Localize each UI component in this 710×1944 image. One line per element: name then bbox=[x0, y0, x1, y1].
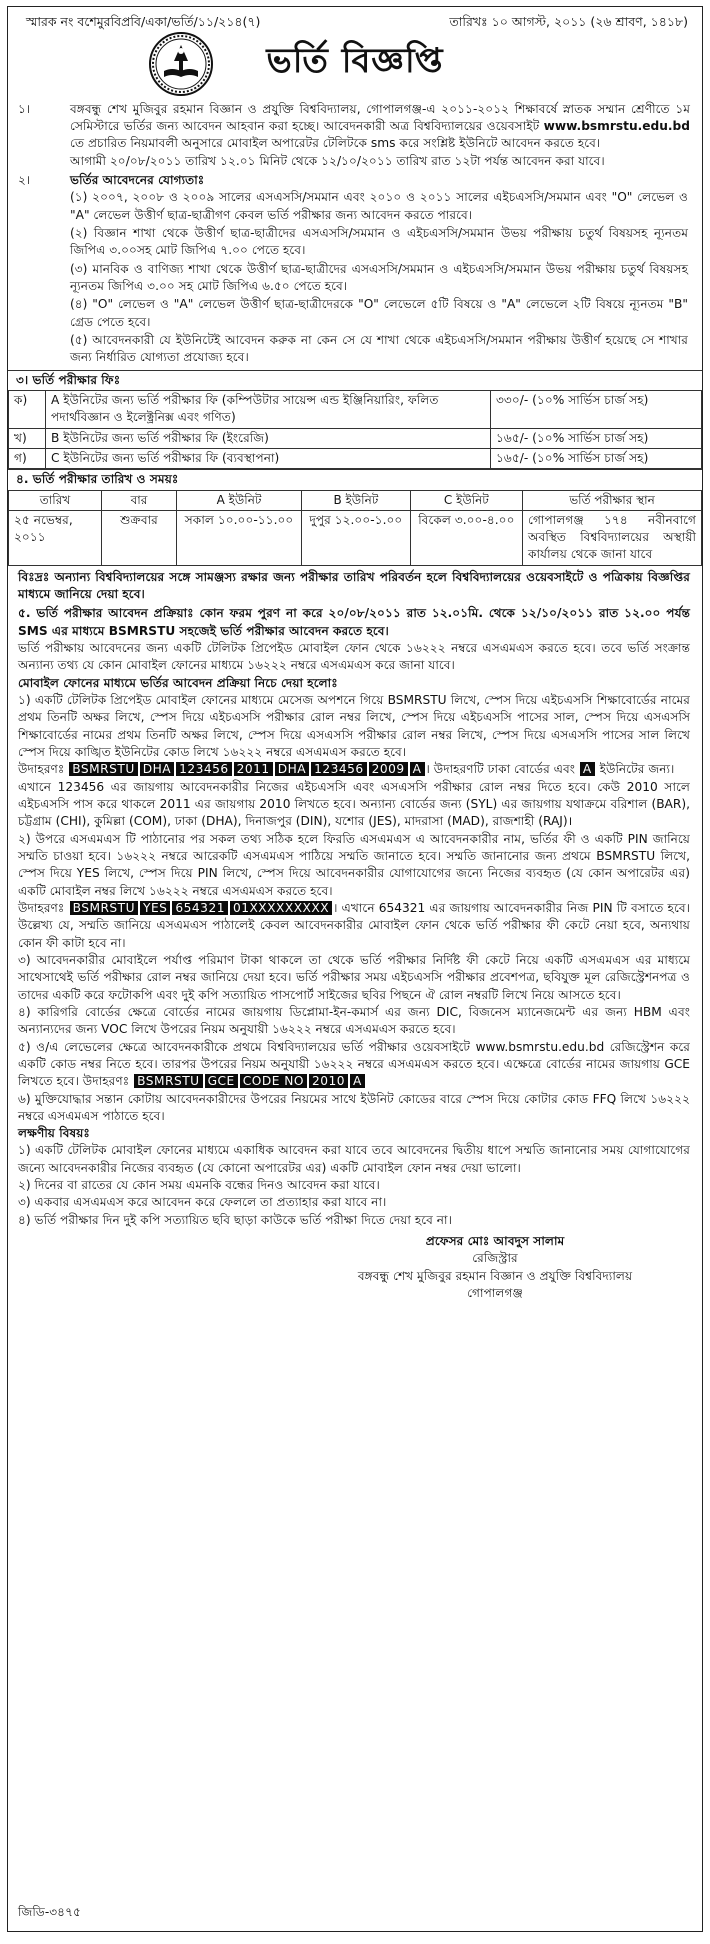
table-row bbox=[9, 448, 702, 468]
signatory-role: রেজিস্ট্রার bbox=[472, 1251, 518, 1266]
procedure-step-5 bbox=[18, 1039, 690, 1091]
schedule-heading: ৪. ভর্তি পরীক্ষার তারিখ ও সময়ঃ bbox=[8, 469, 702, 489]
title-area bbox=[8, 31, 702, 101]
procedure-step-3: ৩) আবেদনকারীর মোবাইলে পর্যাপ্ত পরিমাণ টাকা থাকলে তা থেকে ভর্তি পরীক্ষার নির্দিষ্ট ফী কেটে নিয়ে একটি এসএমএস এর মাধ্যমে সাথেসাথেই ভর্তি পরীক্ষার রোল নম্বর জানিয়ে দেয়া হবে। ভর্তি পরীক্ষার সময় এইচএসসি পরীক্ষার প্রবেশপত্র, ছবিযুক্ত মূল রেজিস্ট্রেশনপত্র ও তাদের একটি করে ফটোকপি এবং দুই কপি সত্যায়িত পাসপোর্ট সাইজের ছবির পিছনে ঐ রোল নম্বরটি লিখে নিয়ে আসতে হবে। bbox=[18, 952, 690, 1002]
sms-token: 2010 bbox=[309, 1074, 348, 1088]
procedure-step-6: ৬) মুক্তিযোদ্ধার সন্তান কোটায় আবেদনকারীদের উপরের নিয়মের সাথে ইউনিট কোডের বারে স্পেস দিয়ে কোটার কোড FFQ লিখে ১৬২২২ নম্বরে এসএমএস পাঠাতে হবে। bbox=[18, 1091, 690, 1123]
fee-heading: ৩। ভর্তি পরীক্ষার ফিঃ bbox=[8, 370, 702, 390]
sms-token: A bbox=[350, 1074, 365, 1088]
note-item: ২) দিনের বা রাতের যে কোন সময় এমনকি বন্ধের দিনও আবেদন করা যাবে। bbox=[18, 1178, 380, 1193]
section-2-heading: ভর্তির আবেদনের যোগ্যতাঃ bbox=[70, 173, 205, 188]
eligibility-item: (২) বিজ্ঞান শাখা থেকে উত্তীর্ণ ছাত্র-ছাত্রীদের এসএসসি/সমমান ও এইচএসসি/সমমান উভয় পরীক্ষায় চতুর্থ বিষয়সহ ন্যূনতম জিপিএ ৩.০০সহ মোট জিপিএ ৭.০০ পেতে হবে। bbox=[70, 226, 688, 258]
deadline-text: আগামী ২০/০৮/২০১১ তারিখ ১২.০১ মিনিট থেকে ১২/১০/২০১১ তারিখ রাত ১২টা পর্যন্ত আবেদন করা যাবে। bbox=[70, 153, 605, 168]
sms-token: BSMRSTU bbox=[69, 762, 137, 776]
procedure-step-1: ১) একটি টেলিটক প্রিপেইড মোবাইল ফোনের মাধ্যমে মেসেজ অপশনে গিয়ে BSMRSTU লিখে, স্পেস দিয়ে এইচএসসি শিক্ষাবোর্ডের নামের প্রথম তিনটি অক্ষর লিখে, স্পেস দিয়ে এইচএসসি পরীক্ষার রোল নম্বর লিখে, স্পেস দিয়ে এইচএসসি পাসের সাল, স্পেস দিয়ে এসএসসি শিক্ষাবোর্ডের নামের প্রথম তিনটি অক্ষর লিখে, স্পেস দিয়ে এসএসসি পরীক্ষার রোল নম্বর লিখে, স্পেস দিয়ে এসএসসি পাসের সাল লিখে স্পেস দিয়ে কাঙ্খিত ইউনিটের কোড লিখে ১৬২২২ নম্বরে এসএমএস করতে হবে। bbox=[18, 692, 690, 759]
sms-token: CODE NO bbox=[240, 1074, 307, 1088]
col-date: তারিখ bbox=[9, 490, 102, 510]
sms-token: 01XXXXXXXXX bbox=[230, 901, 332, 915]
signatory-org: বঙ্গবন্ধু শেখ মুজিবুর রহমান বিজ্ঞান ও প্রযুক্তি বিশ্ববিদ্যালয় bbox=[357, 1268, 633, 1283]
fee-key: গ) bbox=[9, 448, 46, 468]
section-1-number: ১। bbox=[18, 101, 31, 116]
fee-amount: ১৬৫/- (১০% সার্ভিস চার্জ সহ) bbox=[491, 428, 702, 448]
sms-token: YES bbox=[140, 901, 170, 915]
col-unit-b: B ইউনিট bbox=[302, 490, 411, 510]
eligibility-item: (৫) আবেদনকারী যে ইউনিটেই আবেদন করুক না কেন সে যে শাখা থেকে এইচএসসি/সমমান পরীক্ষায় উত্তীর্ণ হয়েছে সে শাখার জন্য নির্ধারিত যোগ্যতা প্রযোজ্য হবে। bbox=[70, 333, 688, 365]
board-codes: এখানে 123456 এর জায়গায় আবেদনকারীর নিজের এইচএসসি এবং এসএসসি পরীক্ষার রোল নম্বর দিতে হবে। কেউ 2010 সালে এইচএসসি পাস করে থাকলে 2011 এর জায়গায় 2010 লিখতে হবে। অন্যান্য বোর্ডের জন্য (SYL) এর জায়গায় যথাক্রমে বরিশাল (BAR), চট্টগ্রাম (CHI), কুমিল্লা (COM), ঢাকা (DHA), দিনাজপুর (DIN), যশোর (JES), মাদরাসা (MAD), রাজশাহী (RAJ)। bbox=[18, 779, 690, 829]
sms-token: 654321 bbox=[172, 901, 228, 915]
fee-key: ক) bbox=[9, 391, 46, 429]
sms-token: 2009 bbox=[369, 762, 408, 776]
notes-section bbox=[8, 1125, 702, 1229]
col-unit-c: C ইউনিট bbox=[410, 490, 522, 510]
notice-text: বিঃদ্রঃ অন্যান্য বিশ্ববিদ্যালয়ের সঙ্গে সামঞ্জস্য রক্ষার জন্য পরীক্ষার তারিখ পরিবর্তন হলে বিশ্ববিদ্যালয়ের ওয়েবসাইটে ও পত্রিকায় বিজ্ঞপ্তির মাধ্যমে জানিয়ে দেয়া হবে। bbox=[18, 569, 690, 601]
page-title: ভর্তি বিজ্ঞপ্তি bbox=[266, 40, 444, 81]
procedure-step-2: ২) উপরে এসএমএস টি পাঠানোর পর সকল তথ্য সঠিক হলে ফিরতি এসএমএস এ আবেদনকারীর নাম, ভর্তির ফী ও একটি PIN জানিয়ে সম্মতি চাওয়া হবে। ১৬২২২ নম্বরে আরেকটি এসএমএস পাঠিয়ে সম্মতি জানাতে হবে। সম্মতি জানানোর জন্য প্রথমে BSMRSTU লিখে, স্পেস দিয়ে YES লিখে, স্পেস দিয়ে PIN লিখে, স্পেস দিয়ে আবেদনকারীর যোগাযোগের জন্যে নিজের ব্যবহৃত (যে কোন অপারেটর এর) একটি মোবাইল নম্বর লিখে ১৬২২২ নম্বরে এসএমএস করতে হবে। bbox=[18, 831, 690, 898]
sms-token: 2011 bbox=[234, 762, 273, 776]
admission-notice bbox=[7, 6, 703, 1932]
procedure-step-5-text: ৫) ও/এ লেভেলের ক্ষেত্রে আবেদনকারীকে প্রথমে বিশ্ববিদ্যালয়ের ভর্তি পরীক্ষার ওয়েবসাইটে www.bsmrstu.edu.bd রেজিস্ট্রেশন করে একটি কোড নম্বর নিতে হবে। তারপর উপরের নিয়ম অনুযায়ী ১৬২২২ নম্বরে এসএমএস করতে হবে। এক্ষেত্রে বোর্ডের নামের জায়গায় GCE লিখতে হবে। উদাহরণঃ bbox=[18, 1039, 691, 1089]
example-label: উদাহরণঃ bbox=[18, 900, 65, 915]
example-1-note: । উদাহরণটি ঢাকা বোর্ডের এবং bbox=[425, 762, 576, 777]
sms-token: A bbox=[410, 762, 425, 776]
note-item: ৪) ভর্তি পরীক্ষার দিন দুই কপি সত্যায়িত ছবি ছাড়া কাউকে ভর্তি পরীক্ষা দিতে দেয়া হবে না। bbox=[18, 1212, 452, 1227]
note-item: ৩) একবার এসএমএস করে আবেদন করে ফেললে তা প্রত্যাহার করা যাবে না। bbox=[18, 1195, 387, 1210]
example-1 bbox=[18, 761, 690, 778]
fee-key: খ) bbox=[9, 428, 46, 448]
unit-b-time: দুপুর ১২.০০-১.০০ bbox=[302, 510, 411, 565]
table-row bbox=[9, 510, 702, 565]
notice-date: তারিখঃ ১০ আগস্ট, ২০১১ (২৬ শ্রাবণ, ১৪১৮) bbox=[449, 14, 688, 29]
fee-desc: B ইউনিটের জন্য ভর্তি পরীক্ষার ফি (ইংরেজি) bbox=[46, 428, 491, 448]
eligibility-item: (৪) "O" লেভেল ও "A" লেভেল উত্তীর্ণ ছাত্র-ছাত্রীদেরকে "O" লেভেলে ৫টি বিষয়ে ও "A" লেভেলে ২টি বিষয়ে ন্যূনতম "B" গ্রেড পেতে হবে। bbox=[70, 297, 688, 329]
header-line bbox=[8, 7, 702, 31]
procedure-step-4: ৪) কারিগরি বোর্ডের ক্ষেত্রে বোর্ডের নামের জায়গায় ডিপ্লোমা-ইন-কমার্স এর জন্য DIC, বিজনেস ম্যানেজমেন্ট এর জন্য HBM এবং অন্যান্যদের জন্য VOC লিখে উপরের নিয়ম অনুযায়ী ১৬২২২ নম্বরে এসএমএস করতে হবে। bbox=[18, 1004, 690, 1037]
section-5-heading: ৫. ভর্তি পরীক্ষার আবেদন প্রক্রিয়াঃ কোন ফরম পুরণ না করে ২০/০৮/২০১১ রাত ১২.০১মি. থেকে ১২/১০/২০১১ রাত ১২.০০ পর্যন্ত SMS এর মাধ্যমে BSMRSTU সহজেই ভর্তি পরীক্ষার আবেদন করতে হবে। bbox=[18, 606, 690, 638]
example-2 bbox=[18, 900, 690, 952]
col-day: বার bbox=[102, 490, 177, 510]
fee-amount: ১৬৫/- (১০% সার্ভিস চার্জ সহ) bbox=[491, 448, 702, 468]
col-unit-a: A ইউনিট bbox=[177, 490, 302, 510]
fee-amount: ৩৩০/- (১০% সার্ভিস চার্জ সহ) bbox=[491, 391, 702, 429]
website-link[interactable]: www.bsmrstu.edu.bd bbox=[543, 119, 691, 134]
table-row bbox=[9, 428, 702, 448]
sms-token: DHA bbox=[275, 762, 309, 776]
example-label: উদাহরণঃ bbox=[18, 762, 65, 777]
section-1-text: বঙ্গবন্ধু শেখ মুজিবুর রহমান বিজ্ঞান ও প্রযুক্তি বিশ্ববিদ্যালয়, গোপালগঞ্জ-এ ২০১১-২০১২ শিক্ষাবর্ষে স্নাতক সম্মান শ্রেণীতে ১ম সেমিস্টারে ভর্তির জন্য আবেদন আহবান করা হচ্ছে। আবেদনকারী অত্র বিশ্ববিদ্যালয়ের ওয়েবসাইট bbox=[70, 101, 690, 134]
sms-token: GCE bbox=[205, 1074, 238, 1088]
exam-date: ২৫ নভেম্বর, ২০১১ bbox=[9, 510, 102, 565]
fee-table bbox=[8, 390, 702, 469]
notes-heading: লক্ষণীয় বিষয়ঃ bbox=[18, 1126, 90, 1141]
unit-token: A bbox=[580, 762, 595, 776]
example-2-note: । এখানে 654321 এর জায়গায় আবেদনকারীর নিজ PIN টি বসাতে হবে। উল্লেখ্য যে, সম্মতি জানিয়ে এসএমএস পাঠালেই কেবল আবেদনকারীর মোবাইল ফোন থেকে ভর্তি পরীক্ষার ফী কেটে নেয়া হবে, অন্যথায় কোন ফী কাটা হবে না। bbox=[18, 900, 690, 950]
exam-venue: গোপালগঞ্জ ১৭৪ নবীনবাগে অবস্থিত বিশ্ববিদ্যালয়ের অস্থায়ী কার্যালয় থেকে জানা যাবে bbox=[523, 510, 702, 565]
procedure-subheading: মোবাইল ফোনের মাধ্যমে ভর্তির আবেদন প্রক্রিয়া নিচে দেয়া হলোঃ bbox=[18, 675, 338, 690]
section-5 bbox=[8, 605, 702, 1125]
signatory-name: প্রফেসর মোঃ আবদুস সালাম bbox=[425, 1234, 565, 1249]
table-row bbox=[9, 391, 702, 429]
col-venue: ভর্তি পরীক্ষার স্থান bbox=[523, 490, 702, 510]
fee-desc: C ইউনিটের জন্য ভর্তি পরীক্ষার ফি (ব্যবস্থাপনা) bbox=[46, 448, 491, 468]
memo-number: স্মারক নং বশেমুরবিপ্রবি/একা/ভর্তি/১১/২১৪(৭) bbox=[26, 14, 261, 29]
sms-token: BSMRSTU bbox=[70, 901, 138, 915]
exam-day: শুক্রবার bbox=[102, 510, 177, 565]
schedule-table bbox=[8, 490, 702, 566]
fee-desc: A ইউনিটের জন্য ভর্তি পরীক্ষার ফি (কম্পিউটার সায়েন্স এন্ড ইঞ্জিনিয়ারিং, ফলিত পদার্থবিজ্ঞান ও ইলেক্ট্রনিক্স এবং গণিত) bbox=[46, 391, 491, 429]
section-5-paragraph: ভর্তি পরীক্ষায় আবেদনের জন্য একটি টেলিটক প্রিপেইড মোবাইল ফোন থেকে ১৬২২২ নম্বরে এসএমএস করতে হবে। তবে ভর্তি সংক্রান্ত অন্যান্য তথ্য যে কোন মোবাইল ফোনের মাধ্যমে ১৬২২২ নম্বরে এসএমএস করে জানা যাবে। bbox=[18, 640, 690, 673]
section-2-number: ২। bbox=[18, 173, 31, 188]
sms-token: 123456 bbox=[176, 762, 232, 776]
sms-token: 123456 bbox=[311, 762, 367, 776]
section-1-text-2: তে প্রচারিত নিয়মাবলী অনুসারে মোবাইল অপারেটর টেলিটকে sms করে সংশ্লিষ্ট ইউনিটে আবেদন করতে হবে। bbox=[70, 136, 601, 151]
section-1 bbox=[8, 101, 702, 153]
section-2 bbox=[8, 172, 702, 189]
unit-a-time: সকাল ১০.০০-১১.০০ bbox=[177, 510, 302, 565]
eligibility-list bbox=[8, 189, 702, 366]
footer-code: জিডি-৩৪৭৫ bbox=[18, 1904, 81, 1919]
note-item: ১) একটি টেলিটক মোবাইল ফোনের মাধ্যমে একাধিক আবেদন করা যাবে তবে আবেদনের দ্বিতীয় ধাপে সম্মতি জানানোর সময় যোগাযোগের জন্যে আবেদনকারীর নিজের ব্যবহৃত (যে কোনো অপারেটর এর) একটি মোবাইল ফোন নম্বর দেয়া ভালো। bbox=[18, 1143, 690, 1175]
signatory-place: গোপালগঞ্জ bbox=[467, 1286, 523, 1301]
eligibility-item: (১) ২০০৭, ২০০৮ ও ২০০৯ সালের এসএসসি/সমমান এবং ২০১০ ও ২০১১ সালের এইচএসসি/সমমান এবং "O" লেভেল ও "A" লেভেল উত্তীর্ণ ছাত্র-ছাত্রীগণ কেবল ভর্তি পরীক্ষার জন্য আবেদন করতে পারবে। bbox=[70, 190, 688, 222]
table-header-row bbox=[9, 490, 702, 510]
signature-block bbox=[8, 1233, 702, 1302]
sms-token: BSMRSTU bbox=[134, 1074, 202, 1088]
sms-token: DHA bbox=[140, 762, 174, 776]
section-1-deadline bbox=[8, 153, 702, 170]
eligibility-item: (৩) মানবিক ও বাণিজ্য শাখা থেকে উত্তীর্ণ ছাত্র-ছাত্রীদের এসএসসি/সমমান ও এইচএসসি/সমমান উভয় পরীক্ষায় চতুর্থ বিষয়সহ ন্যূনতম জিপিএ ৩.০০ সহ মোট জিপিএ ৬.৫০ পেতে হবে। bbox=[70, 261, 688, 294]
unit-c-time: বিকেল ৩.০০-৪.০০ bbox=[410, 510, 522, 565]
example-1-note-2: ইউনিটের জন্য। bbox=[599, 762, 675, 777]
